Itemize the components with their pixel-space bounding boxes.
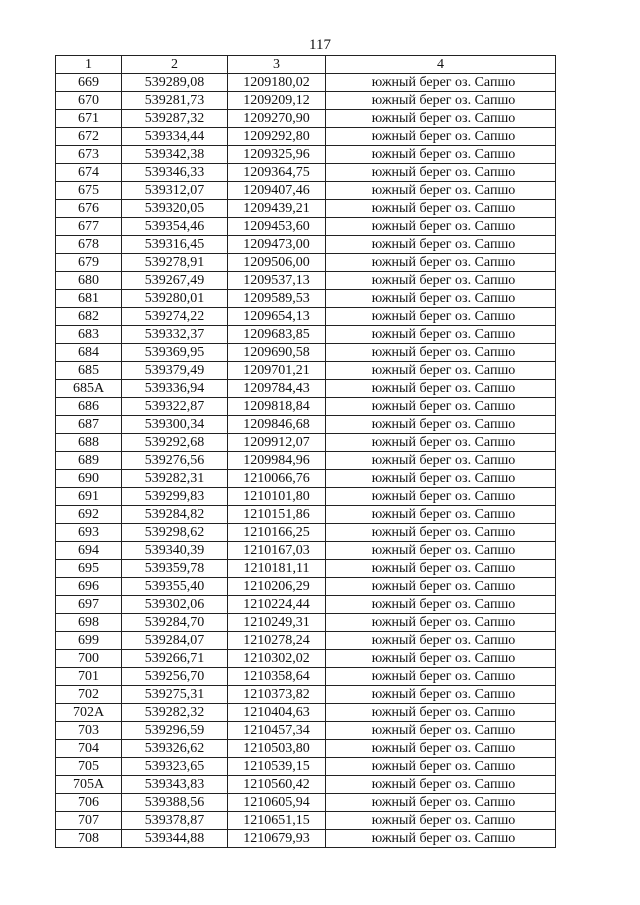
point-number-cell: 706 — [56, 794, 122, 812]
point-number-cell: 687 — [56, 416, 122, 434]
table-row — [56, 686, 556, 704]
point-number-cell: 676 — [56, 200, 122, 218]
description-cell: южный берег оз. Сапшо — [326, 650, 556, 668]
x-coordinate-cell: 539388,56 — [122, 794, 228, 812]
point-number-cell: 707 — [56, 812, 122, 830]
description-cell: южный берег оз. Сапшо — [326, 434, 556, 452]
point-number-cell: 702А — [56, 704, 122, 722]
point-number-cell: 679 — [56, 254, 122, 272]
x-coordinate-cell: 539342,38 — [122, 146, 228, 164]
y-coordinate-cell: 1210066,76 — [228, 470, 326, 488]
description-cell: южный берег оз. Сапшо — [326, 776, 556, 794]
description-cell: южный берег оз. Сапшо — [326, 596, 556, 614]
table-row — [56, 92, 556, 110]
y-coordinate-cell: 1210404,63 — [228, 704, 326, 722]
y-coordinate-cell: 1210101,80 — [228, 488, 326, 506]
x-coordinate-cell: 539287,32 — [122, 110, 228, 128]
point-number-cell: 670 — [56, 92, 122, 110]
x-coordinate-cell: 539281,73 — [122, 92, 228, 110]
y-coordinate-cell: 1209818,84 — [228, 398, 326, 416]
point-number-cell: 671 — [56, 110, 122, 128]
point-number-cell: 669 — [56, 74, 122, 92]
table-row — [56, 326, 556, 344]
x-coordinate-cell: 539359,78 — [122, 560, 228, 578]
table-row — [56, 398, 556, 416]
description-cell: южный берег оз. Сапшо — [326, 506, 556, 524]
description-cell: южный берег оз. Сапшо — [326, 254, 556, 272]
y-coordinate-cell: 1209654,13 — [228, 308, 326, 326]
table-row — [56, 380, 556, 398]
x-coordinate-cell: 539379,49 — [122, 362, 228, 380]
table-row — [56, 308, 556, 326]
x-coordinate-cell: 539284,07 — [122, 632, 228, 650]
table-row — [56, 506, 556, 524]
description-cell: южный берег оз. Сапшо — [326, 452, 556, 470]
y-coordinate-cell: 1209589,53 — [228, 290, 326, 308]
x-coordinate-cell: 539289,08 — [122, 74, 228, 92]
table-row — [56, 236, 556, 254]
table-row — [56, 488, 556, 506]
y-coordinate-cell: 1209537,13 — [228, 272, 326, 290]
point-number-cell: 674 — [56, 164, 122, 182]
x-coordinate-cell: 539302,06 — [122, 596, 228, 614]
table-row — [56, 650, 556, 668]
column-header-4: 4 — [326, 56, 556, 74]
y-coordinate-cell: 1209701,21 — [228, 362, 326, 380]
point-number-cell: 696 — [56, 578, 122, 596]
x-coordinate-cell: 539355,40 — [122, 578, 228, 596]
table-row — [56, 596, 556, 614]
page-number: 117 — [309, 37, 331, 53]
x-coordinate-cell: 539276,56 — [122, 452, 228, 470]
table-row — [56, 668, 556, 686]
column-header-2: 2 — [122, 56, 228, 74]
description-cell: южный берег оз. Сапшо — [326, 380, 556, 398]
description-cell: южный берег оз. Сапшо — [326, 362, 556, 380]
y-coordinate-cell: 1210560,42 — [228, 776, 326, 794]
description-cell: южный берег оз. Сапшо — [326, 632, 556, 650]
x-coordinate-cell: 539334,44 — [122, 128, 228, 146]
y-coordinate-cell: 1209683,85 — [228, 326, 326, 344]
y-coordinate-cell: 1209364,75 — [228, 164, 326, 182]
x-coordinate-cell: 539344,88 — [122, 830, 228, 848]
table-row — [56, 704, 556, 722]
x-coordinate-cell: 539354,46 — [122, 218, 228, 236]
y-coordinate-cell: 1209473,00 — [228, 236, 326, 254]
description-cell: южный берег оз. Сапшо — [326, 344, 556, 362]
description-cell: южный берег оз. Сапшо — [326, 578, 556, 596]
description-cell: южный берег оз. Сапшо — [326, 290, 556, 308]
y-coordinate-cell: 1209984,96 — [228, 452, 326, 470]
description-cell: южный берег оз. Сапшо — [326, 92, 556, 110]
description-cell: южный берег оз. Сапшо — [326, 236, 556, 254]
x-coordinate-cell: 539299,83 — [122, 488, 228, 506]
table-row — [56, 578, 556, 596]
point-number-cell: 678 — [56, 236, 122, 254]
description-cell: южный берег оз. Сапшо — [326, 668, 556, 686]
x-coordinate-cell: 539267,49 — [122, 272, 228, 290]
table-row — [56, 434, 556, 452]
x-coordinate-cell: 539282,32 — [122, 704, 228, 722]
point-number-cell: 685 — [56, 362, 122, 380]
y-coordinate-cell: 1210166,25 — [228, 524, 326, 542]
x-coordinate-cell: 539343,83 — [122, 776, 228, 794]
table-row — [56, 632, 556, 650]
point-number-cell: 681 — [56, 290, 122, 308]
table-row — [56, 128, 556, 146]
point-number-cell: 700 — [56, 650, 122, 668]
x-coordinate-cell: 539312,07 — [122, 182, 228, 200]
x-coordinate-cell: 539284,82 — [122, 506, 228, 524]
y-coordinate-cell: 1210302,02 — [228, 650, 326, 668]
x-coordinate-cell: 539296,59 — [122, 722, 228, 740]
table-row — [56, 254, 556, 272]
point-number-cell: 705 — [56, 758, 122, 776]
y-coordinate-cell: 1209690,58 — [228, 344, 326, 362]
table-row — [56, 560, 556, 578]
table-row — [56, 218, 556, 236]
point-number-cell: 689 — [56, 452, 122, 470]
description-cell: южный берег оз. Сапшо — [326, 686, 556, 704]
table-row — [56, 200, 556, 218]
x-coordinate-cell: 539284,70 — [122, 614, 228, 632]
description-cell: южный берег оз. Сапшо — [326, 722, 556, 740]
description-cell: южный берег оз. Сапшо — [326, 560, 556, 578]
table-row — [56, 110, 556, 128]
table-row — [56, 416, 556, 434]
point-number-cell: 708 — [56, 830, 122, 848]
x-coordinate-cell: 539298,62 — [122, 524, 228, 542]
description-cell: южный берег оз. Сапшо — [326, 794, 556, 812]
description-cell: южный берег оз. Сапшо — [326, 758, 556, 776]
table-row — [56, 524, 556, 542]
point-number-cell: 684 — [56, 344, 122, 362]
description-cell: южный берег оз. Сапшо — [326, 164, 556, 182]
point-number-cell: 692 — [56, 506, 122, 524]
description-cell: южный берег оз. Сапшо — [326, 614, 556, 632]
description-cell: южный берег оз. Сапшо — [326, 470, 556, 488]
description-cell: южный берег оз. Сапшо — [326, 308, 556, 326]
x-coordinate-cell: 539369,95 — [122, 344, 228, 362]
column-header-3: 3 — [228, 56, 326, 74]
description-cell: южный берег оз. Сапшо — [326, 416, 556, 434]
point-number-cell: 703 — [56, 722, 122, 740]
y-coordinate-cell: 1210651,15 — [228, 812, 326, 830]
description-cell: южный берег оз. Сапшо — [326, 542, 556, 560]
table-row — [56, 758, 556, 776]
y-coordinate-cell: 1210539,15 — [228, 758, 326, 776]
point-number-cell: 691 — [56, 488, 122, 506]
table-row — [56, 812, 556, 830]
x-coordinate-cell: 539266,71 — [122, 650, 228, 668]
y-coordinate-cell: 1209407,46 — [228, 182, 326, 200]
point-number-cell: 702 — [56, 686, 122, 704]
point-number-cell: 682 — [56, 308, 122, 326]
description-cell: южный берег оз. Сапшо — [326, 524, 556, 542]
y-coordinate-cell: 1209912,07 — [228, 434, 326, 452]
point-number-cell: 693 — [56, 524, 122, 542]
y-coordinate-cell: 1210358,64 — [228, 668, 326, 686]
point-number-cell: 697 — [56, 596, 122, 614]
y-coordinate-cell: 1210457,34 — [228, 722, 326, 740]
table-row — [56, 776, 556, 794]
description-cell: южный берег оз. Сапшо — [326, 110, 556, 128]
table-row — [56, 272, 556, 290]
y-coordinate-cell: 1209784,43 — [228, 380, 326, 398]
x-coordinate-cell: 539256,70 — [122, 668, 228, 686]
table-row — [56, 74, 556, 92]
x-coordinate-cell: 539320,05 — [122, 200, 228, 218]
y-coordinate-cell: 1209270,90 — [228, 110, 326, 128]
y-coordinate-cell: 1210249,31 — [228, 614, 326, 632]
x-coordinate-cell: 539340,39 — [122, 542, 228, 560]
description-cell: южный берег оз. Сапшо — [326, 812, 556, 830]
point-number-cell: 695 — [56, 560, 122, 578]
x-coordinate-cell: 539378,87 — [122, 812, 228, 830]
x-coordinate-cell: 539280,01 — [122, 290, 228, 308]
table-row — [56, 614, 556, 632]
point-number-cell: 705А — [56, 776, 122, 794]
y-coordinate-cell: 1210373,82 — [228, 686, 326, 704]
column-header-1: 1 — [56, 56, 122, 74]
x-coordinate-cell: 539346,33 — [122, 164, 228, 182]
table-row — [56, 740, 556, 758]
point-number-cell: 673 — [56, 146, 122, 164]
y-coordinate-cell: 1210224,44 — [228, 596, 326, 614]
table-row — [56, 182, 556, 200]
y-coordinate-cell: 1209439,21 — [228, 200, 326, 218]
y-coordinate-cell: 1210167,03 — [228, 542, 326, 560]
point-number-cell: 677 — [56, 218, 122, 236]
point-number-cell: 672 — [56, 128, 122, 146]
x-coordinate-cell: 539322,87 — [122, 398, 228, 416]
y-coordinate-cell: 1209506,00 — [228, 254, 326, 272]
y-coordinate-cell: 1210206,29 — [228, 578, 326, 596]
y-coordinate-cell: 1210679,93 — [228, 830, 326, 848]
point-number-cell: 685А — [56, 380, 122, 398]
x-coordinate-cell: 539275,31 — [122, 686, 228, 704]
table-row — [56, 794, 556, 812]
description-cell: южный берег оз. Сапшо — [326, 398, 556, 416]
description-cell: южный берег оз. Сапшо — [326, 326, 556, 344]
description-cell: южный берег оз. Сапшо — [326, 146, 556, 164]
table-header-row — [56, 56, 556, 74]
point-number-cell: 694 — [56, 542, 122, 560]
description-cell: южный берег оз. Сапшо — [326, 830, 556, 848]
y-coordinate-cell: 1210605,94 — [228, 794, 326, 812]
y-coordinate-cell: 1209453,60 — [228, 218, 326, 236]
table-row — [56, 146, 556, 164]
point-number-cell: 698 — [56, 614, 122, 632]
point-number-cell: 680 — [56, 272, 122, 290]
y-coordinate-cell: 1210151,86 — [228, 506, 326, 524]
x-coordinate-cell: 539300,34 — [122, 416, 228, 434]
description-cell: южный берег оз. Сапшо — [326, 218, 556, 236]
description-cell: южный берег оз. Сапшо — [326, 182, 556, 200]
point-number-cell: 686 — [56, 398, 122, 416]
description-cell: южный берег оз. Сапшо — [326, 740, 556, 758]
point-number-cell: 704 — [56, 740, 122, 758]
table-row — [56, 452, 556, 470]
point-number-cell: 683 — [56, 326, 122, 344]
y-coordinate-cell: 1210503,80 — [228, 740, 326, 758]
table-body — [56, 74, 556, 848]
table-row — [56, 722, 556, 740]
point-number-cell: 690 — [56, 470, 122, 488]
y-coordinate-cell: 1209846,68 — [228, 416, 326, 434]
description-cell: южный берег оз. Сапшо — [326, 272, 556, 290]
x-coordinate-cell: 539282,31 — [122, 470, 228, 488]
y-coordinate-cell: 1209292,80 — [228, 128, 326, 146]
x-coordinate-cell: 539274,22 — [122, 308, 228, 326]
table-row — [56, 830, 556, 848]
point-number-cell: 675 — [56, 182, 122, 200]
table-row — [56, 362, 556, 380]
y-coordinate-cell: 1209180,02 — [228, 74, 326, 92]
x-coordinate-cell: 539316,45 — [122, 236, 228, 254]
table-row — [56, 290, 556, 308]
description-cell: южный берег оз. Сапшо — [326, 704, 556, 722]
description-cell: южный берег оз. Сапшо — [326, 128, 556, 146]
point-number-cell: 701 — [56, 668, 122, 686]
y-coordinate-cell: 1210278,24 — [228, 632, 326, 650]
y-coordinate-cell: 1209325,96 — [228, 146, 326, 164]
x-coordinate-cell: 539332,37 — [122, 326, 228, 344]
y-coordinate-cell: 1209209,12 — [228, 92, 326, 110]
table-row — [56, 344, 556, 362]
coordinates-table — [55, 55, 556, 848]
table-row — [56, 470, 556, 488]
x-coordinate-cell: 539326,62 — [122, 740, 228, 758]
point-number-cell: 699 — [56, 632, 122, 650]
description-cell: южный берег оз. Сапшо — [326, 200, 556, 218]
point-number-cell: 688 — [56, 434, 122, 452]
description-cell: южный берег оз. Сапшо — [326, 74, 556, 92]
table-row — [56, 542, 556, 560]
x-coordinate-cell: 539336,94 — [122, 380, 228, 398]
table-row — [56, 164, 556, 182]
x-coordinate-cell: 539278,91 — [122, 254, 228, 272]
y-coordinate-cell: 1210181,11 — [228, 560, 326, 578]
description-cell: южный берег оз. Сапшо — [326, 488, 556, 506]
x-coordinate-cell: 539323,65 — [122, 758, 228, 776]
x-coordinate-cell: 539292,68 — [122, 434, 228, 452]
